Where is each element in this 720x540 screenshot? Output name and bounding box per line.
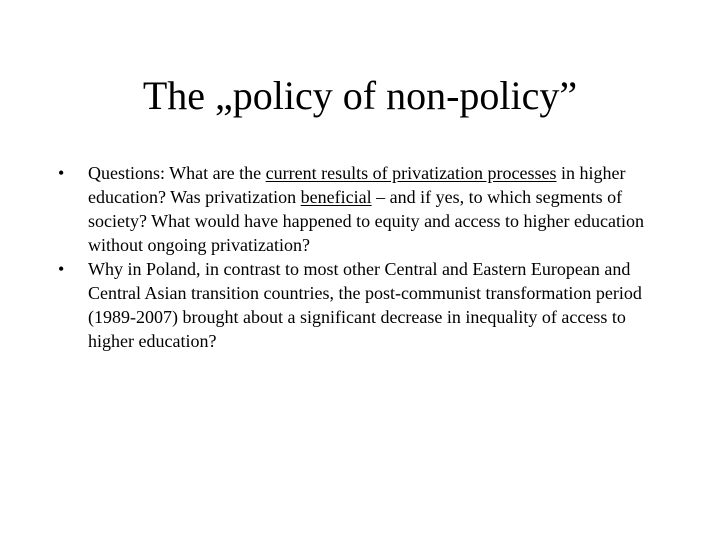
bullet-text: Why in Poland, in contrast to most other Central and Eastern European and Central Asian transition countries, the post-communist transformation period (1989-2007) brought about a significant decrease in inequality of access to higher education? — [88, 259, 642, 351]
bullet-item-questions — [52, 161, 672, 257]
slide-title: The „policy of non-policy” — [142, 73, 578, 118]
bullet-icon: • — [58, 259, 65, 279]
underlined-phrase-current-results: current results of privatization processes — [265, 163, 557, 183]
underlined-word-beneficial: beneficial — [300, 187, 372, 207]
bullet-text: – and if yes, to which segments of society? What would have happened to equity and access to higher education without ongoing privatization? — [88, 187, 644, 255]
bullet-text: Questions: What are the — [88, 163, 266, 183]
bullet-list — [52, 161, 672, 353]
bullet-text: in higher education? Was privatization — [88, 163, 626, 207]
bullet-item-poland — [52, 257, 672, 353]
bullet-icon: • — [58, 163, 65, 183]
